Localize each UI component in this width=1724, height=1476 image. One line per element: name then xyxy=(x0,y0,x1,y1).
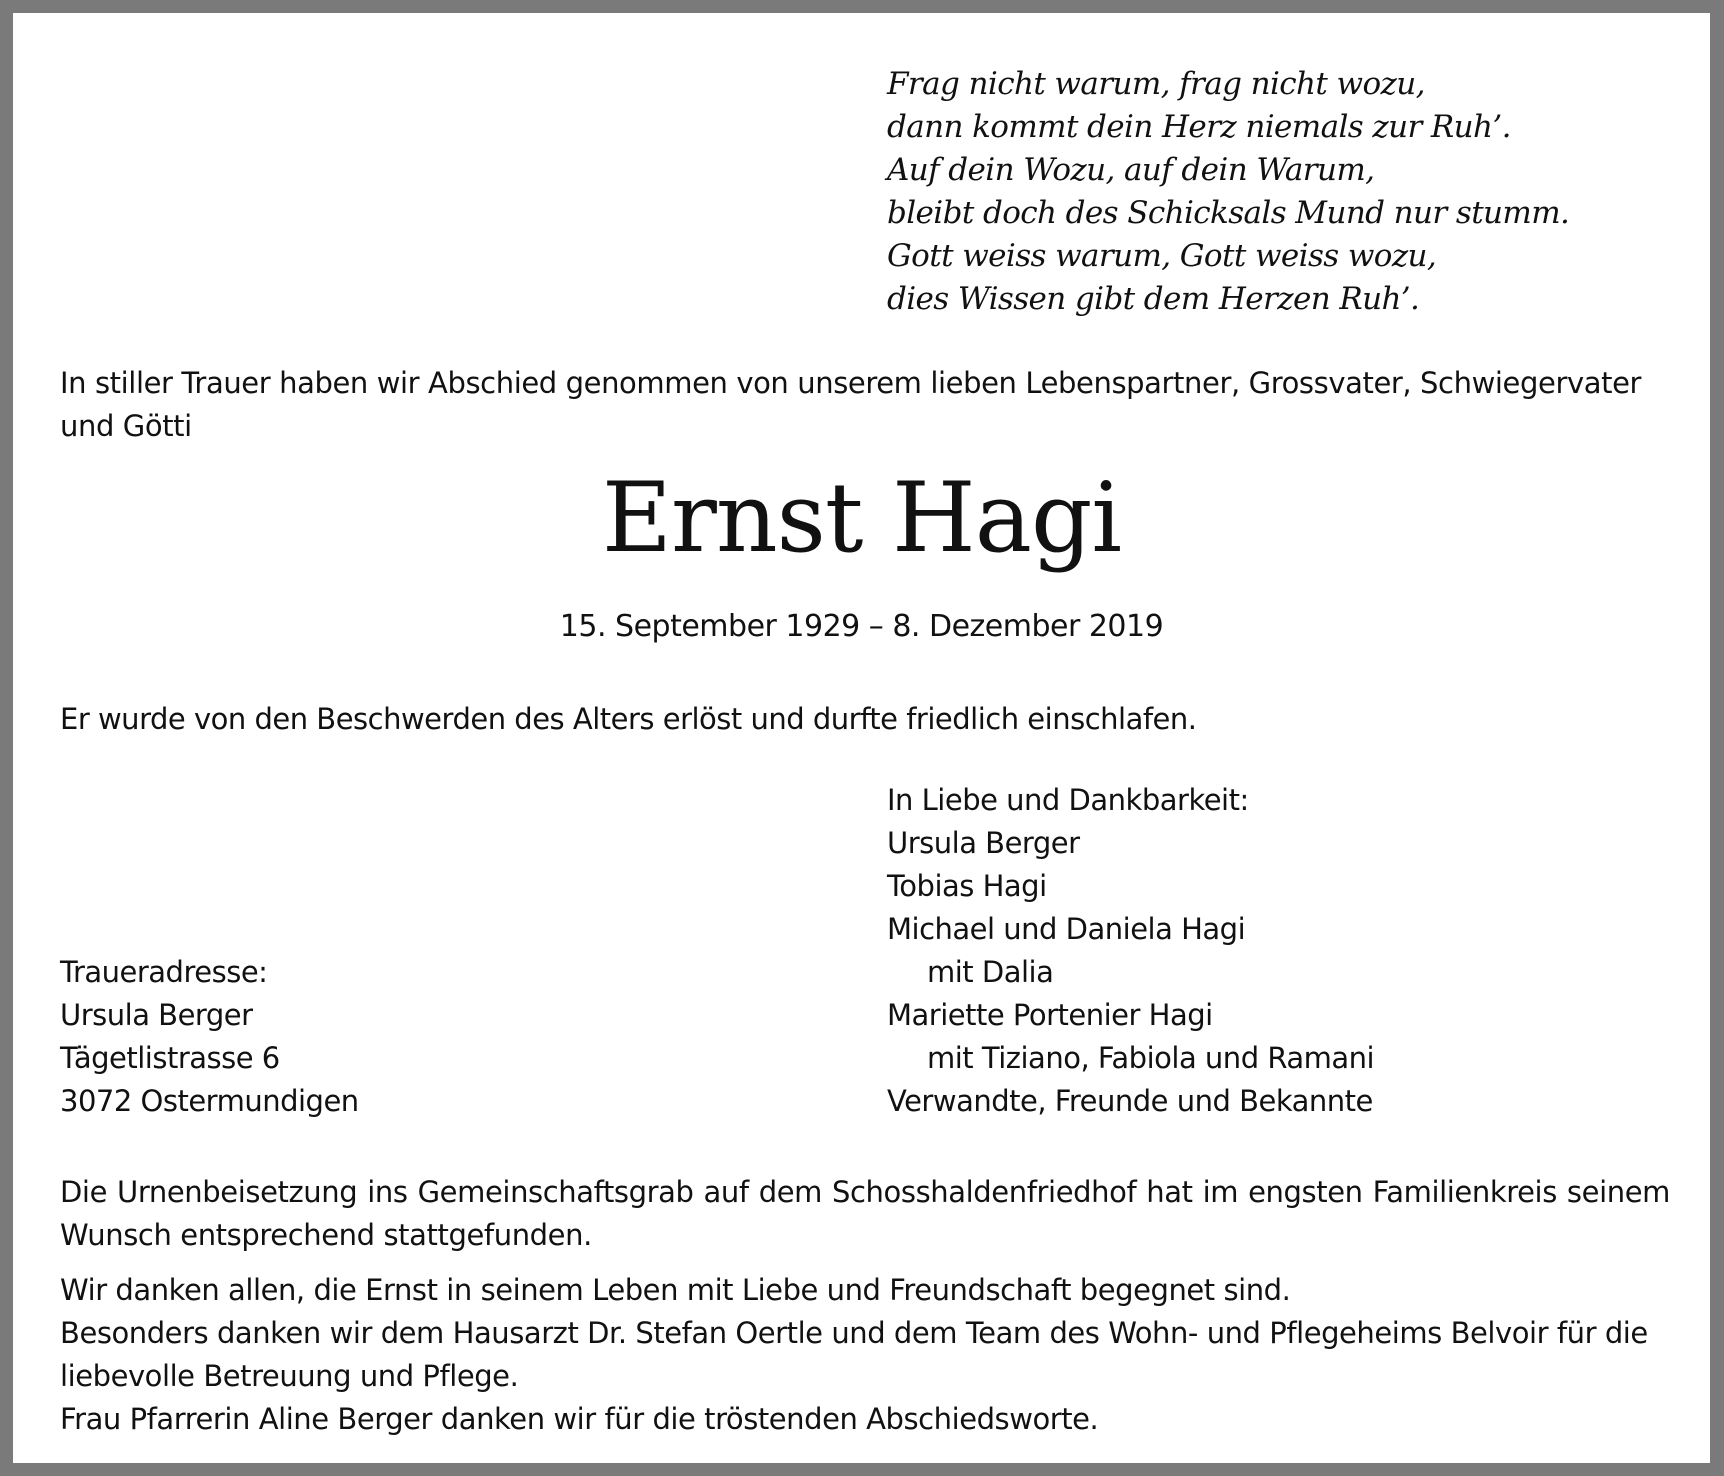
obituary-page xyxy=(13,13,1710,1463)
mourner-line: Michael und Daniela Hagi xyxy=(887,912,1246,946)
mourning-address xyxy=(60,951,359,1123)
address-label: Traueradresse: xyxy=(60,955,268,989)
mourners-list xyxy=(887,779,1374,1123)
thanks-line: Wir danken allen, die Ernst in seinem Leben mit Liebe und Freundschaft begegnet sind. xyxy=(60,1273,1291,1307)
mourner-line: Tobias Hagi xyxy=(887,869,1047,903)
address-street: Tägetlistrasse 6 xyxy=(60,1041,280,1075)
mourner-line: Ursula Berger xyxy=(887,826,1080,860)
poem-line: dies Wissen gibt dem Herzen Ruh’. xyxy=(887,281,1420,317)
release-text: Er wurde von den Beschwerden des Alters erlöst und durfte friedlich einschlafen. xyxy=(60,702,1197,736)
mourners-heading: In Liebe und Dankbarkeit: xyxy=(887,783,1249,817)
mourner-line: Mariette Portenier Hagi xyxy=(887,998,1213,1032)
address-name: Ursula Berger xyxy=(60,998,253,1032)
life-dates: 15. September 1929 – 8. Dezember 2019 xyxy=(559,609,1164,644)
poem-line: Gott weiss warum, Gott weiss wozu, xyxy=(887,238,1437,274)
poem-line: bleibt doch des Schicksals Mund nur stumm. xyxy=(887,195,1570,231)
poem-line: Frag nicht warum, frag nicht wozu, xyxy=(887,66,1425,102)
mourner-line: mit Dalia xyxy=(927,955,1054,989)
burial-text: Die Urnenbeisetzung ins Gemeinschaftsgrab auf dem Schosshaldenfriedhof hat im engsten Familienkreis seinem Wunsch entsprechend stattgefunden. xyxy=(60,1175,1670,1252)
poem-line: dann kommt dein Herz niemals zur Ruh’. xyxy=(887,109,1511,145)
address-city: 3072 Ostermundigen xyxy=(60,1084,359,1118)
mourner-line: Verwandte, Freunde und Bekannte xyxy=(887,1084,1373,1118)
thanks-line: Besonders danken wir dem Hausarzt Dr. Stefan Oertle und dem Team des Wohn- und Pflegeheims Belvoir für die liebevolle Betreuung und Pflege. xyxy=(60,1316,1648,1393)
poem xyxy=(887,63,1569,321)
mourner-line: mit Tiziano, Fabiola und Ramani xyxy=(927,1041,1375,1075)
thanks-section xyxy=(60,1269,1670,1441)
deceased-name: Ernst Hagi xyxy=(601,462,1122,574)
poem-line: Auf dein Wozu, auf dein Warum, xyxy=(887,152,1375,188)
intro-text: In stiller Trauer haben wir Abschied genommen von unserem lieben Lebenspartner, Grossvater, Schwiegervater und Götti xyxy=(60,366,1642,443)
thanks-line: Frau Pfarrerin Aline Berger danken wir für die tröstenden Abschiedsworte. xyxy=(60,1402,1099,1436)
